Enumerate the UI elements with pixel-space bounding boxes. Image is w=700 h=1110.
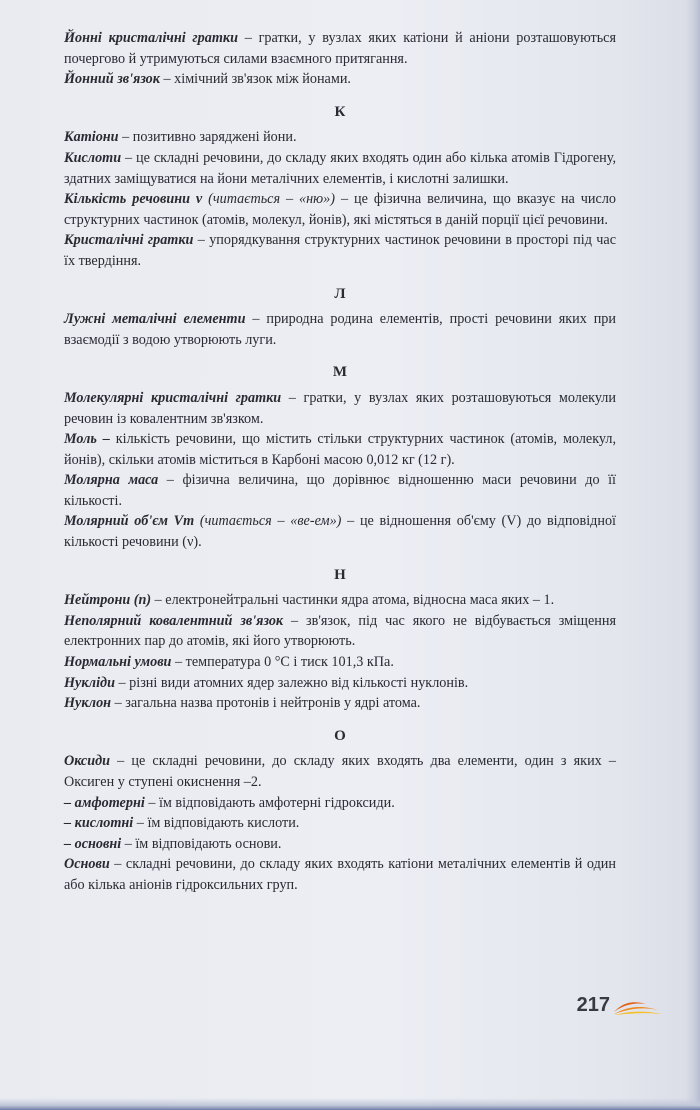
glossary-entry: Молярна маса – фізична величина, що дорівнює відношенню маси речовини до її кількості. xyxy=(64,472,616,509)
glossary-entry: Нормальні умови – температура 0 °С і тиск 101,3 кПа. xyxy=(64,654,394,671)
glossary-entry: Молекулярні кристалічні гратки – гратки, у вузлах яких розташовуються молекули речовин із ковалентним зв'язком. xyxy=(64,389,616,427)
glossary-entry: Моль – кількість речовини, що містить стільки структурних частинок (атомів, молекул, йонів), скільки атомів міститься в Карбоні масою 0,012 кг (12 г). xyxy=(64,431,617,468)
glossary-entry: Оксиди – це складні речовини, до складу яких входять два елементи, один з яких – Оксиген у ступені окиснення –2. xyxy=(64,753,616,790)
glossary-entry: Лужні металічні елементи – природна родина елементів, прості речовини яких при взаємодії з водою утворюють луги. xyxy=(64,311,616,348)
glossary-content xyxy=(64,28,616,896)
glossary-section-m xyxy=(64,362,616,552)
section-letter: Н xyxy=(334,566,346,583)
page-number: 217 xyxy=(576,994,610,1016)
section-letter: М xyxy=(332,364,348,381)
section-letter: Л xyxy=(334,285,346,302)
glossary-entry: Нейтрони (n) – електронейтральні частинки ядра атома, відносна маса яких – 1. xyxy=(64,592,555,609)
glossary-entry: Кількість речовини ν (читається – «ню») – це фізична величина, що вказує на число структурних частинок (атомів, молекул, йонів), які містяться в даній порції цієї речовини. xyxy=(64,191,616,228)
glossary-entry: Нуклон – загальна назва протонів і нейтронів у ядрі атома. xyxy=(64,695,421,712)
page-edge-shadow xyxy=(686,0,700,1110)
glossary-entry: Йонний зв'язок – хімічний зв'язок між йонами. xyxy=(64,71,351,88)
page-bottom-edge xyxy=(0,1098,700,1110)
glossary-entry: Катіони – позитивно заряджені йони. xyxy=(64,129,297,146)
glossary-entry: Неполярний ковалентний зв'язок – зв'язок, під час якого не відбувається зміщення електронних пар до атомів, які його утворюють. xyxy=(64,612,616,650)
glossary-section-n xyxy=(64,565,616,714)
glossary-entry: Кислоти – це складні речовини, до складу яких входять один або кілька атомів Гідрогену, здатних заміщуватися на йони металічних елементів, і кислотні залишки. xyxy=(64,149,616,187)
page-footer xyxy=(577,994,664,1017)
glossary-subentry: – кислотні – їм відповідають кислоти. xyxy=(64,815,300,832)
glossary-entry: Нукліди – різні види атомних ядер залежно від кількості нуклонів. xyxy=(64,674,469,691)
glossary-entry: Молярний об'єм Vm (читається – «ве-ем») – це відношення об'єму (V) до відповідної кількості речовини (ν). xyxy=(64,513,616,551)
glossary-subentry: – основні – їм відповідають основи. xyxy=(64,835,282,852)
swoosh-icon xyxy=(612,995,664,1017)
glossary-section xyxy=(64,28,616,90)
glossary-entry: Основи – складні речовини, до складу яких входять катіони металічних елементів й один або кілька аніонів гідроксильних груп. xyxy=(64,856,616,893)
glossary-subentry: – амфотерні – їм відповідають амфотерні гідроксиди. xyxy=(64,794,395,811)
glossary-section-k xyxy=(64,102,616,272)
section-letter: К xyxy=(334,103,346,120)
section-letter: О xyxy=(334,727,346,744)
glossary-section-l xyxy=(64,284,616,351)
glossary-entry: Йонні кристалічні гратки – гратки, у вузлах яких катіони й аніони розташовуються почергово й утримуються силами взаємного притягання. xyxy=(64,30,616,67)
glossary-section-o xyxy=(64,726,616,896)
glossary-entry: Кристалічні гратки – упорядкування структурних частинок речовини в просторі під час їх твердіння. xyxy=(64,232,617,269)
